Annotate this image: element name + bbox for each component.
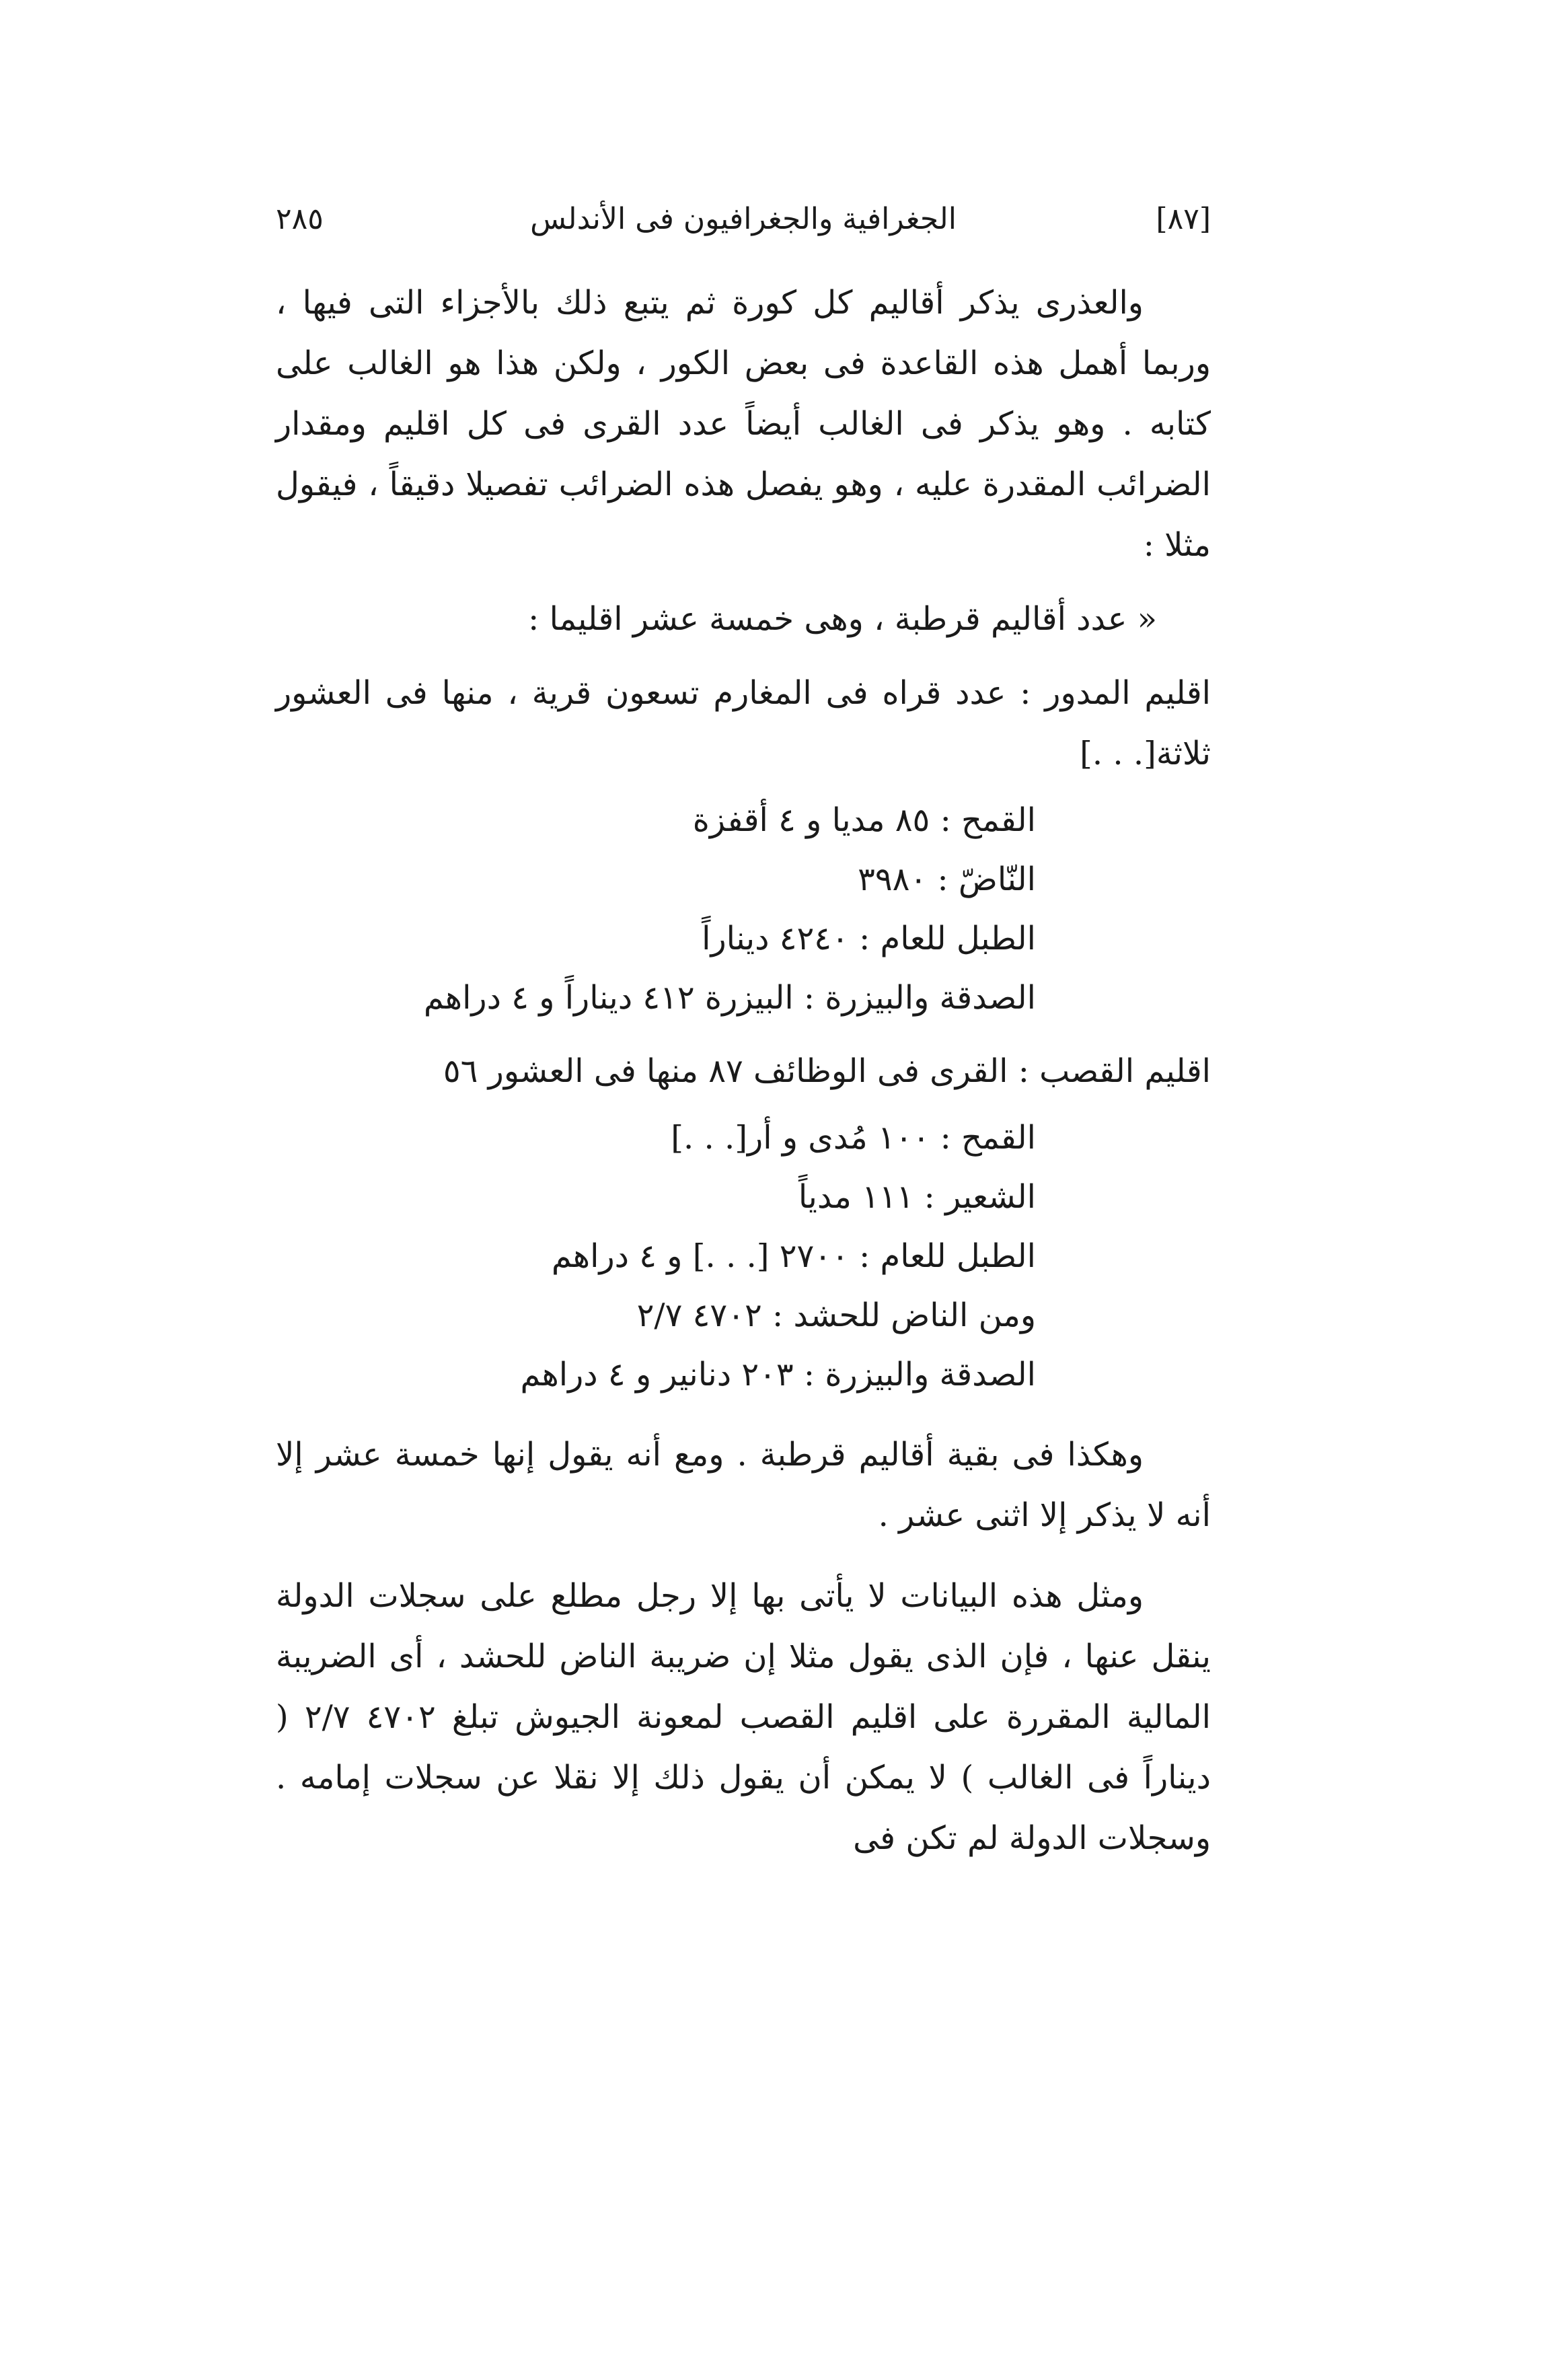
tax-entry: القمح : ٨٥ مديا و ٤ أقفزة (692, 801, 1036, 839)
tax-entry: الطبل للعام : ٢٧٠٠ [. . .] و ٤ دراهم (551, 1237, 1036, 1275)
text-line: يذكر فى الغالب أيضاً عدد القرى فى كل اقليم ومقدار الضرائب المقدرة عليه ، (276, 405, 1211, 503)
bracket-number: [٨٧] (1156, 202, 1211, 236)
text-line: ومثل هذه البيانات لا يأتى بها إلا رجل مطلع على سجلات الدولة ينقل (276, 1577, 1211, 1675)
tax-entry: الصدقة والبيزرة : البيزرة ٤١٢ ديناراً و ٤ دراهم (423, 979, 1036, 1017)
tax-entry: ومن الناض للحشد : ٤٧٠٢ ٢/٧ (636, 1297, 1036, 1334)
text-line: يذكر إلا اثنى عشر . (878, 1496, 1137, 1534)
text-line: وهكذا فى بقية أقاليم قرطبة . ومع أنه يقول إنها خمسة عشر إلا أنه لا (276, 1436, 1211, 1534)
paragraph-2 (276, 1424, 1211, 1546)
text-line: عنها ، فإن الذى يقول مثلا إن ضريبة الناض للحشد ، أى الضريبة المالية (276, 1638, 1211, 1736)
page-number: ٢٨٥ (276, 202, 324, 236)
page-header (276, 202, 1211, 249)
region-heading-2: اقليم القصب : القرى فى الوظائف ٨٧ منها فى العشور ٥٦ (443, 1052, 1211, 1090)
text-line: والعذرى يذكر أقاليم كل كورة ثم يتبع ذلك بالأجزاء التى فيها ، وربما (276, 284, 1211, 382)
text-line: يمكن أن يقول ذلك إلا نقلا عن سجلات إمامه . وسجلات الدولة لم تكن فى (276, 1759, 1211, 1857)
text-line: المقررة على اقليم القصب لمعونة الجيوش تبلغ ٤٧٠٢ ٢/٧ ( ديناراً فى الغالب ) لا (276, 1698, 1211, 1796)
running-title: الجغرافية والجغرافيون فى الأندلس (530, 202, 957, 236)
tax-entry: النّاضّ : ٣٩٨٠ (858, 861, 1036, 898)
tax-entry: الصدقة والبيزرة : ٢٠٣ دنانير و ٤ دراهم (520, 1356, 1036, 1393)
quote-opening: « عدد أقاليم قرطبة ، وهى خمسة عشر اقليما : (528, 600, 1157, 638)
paragraph-3 (276, 1566, 1211, 1868)
tax-entry: الشعير : ١١١ مدياً (798, 1178, 1036, 1216)
text-line: أهمل هذه القاعدة فى بعض الكور ، ولكن هذا هو الغالب على كتابه . وهو (276, 344, 1211, 443)
region-heading-1: اقليم المدور : عدد قراه فى المغارم تسعون قرية ، منها فى العشور ثلاثة[. . .] (276, 674, 1211, 772)
page-body (276, 273, 1211, 1868)
text-line: وهو يفصل هذه الضرائب تفصيلا دقيقاً ، فيقول مثلا : (276, 466, 1211, 564)
region-2-entries (276, 1108, 1211, 1404)
paragraph-1 (276, 273, 1211, 575)
tax-entry: القمح : ١٠٠ مُدى و أر[. . .] (671, 1119, 1036, 1157)
tax-entry: الطبل للعام : ٤٢٤٠ ديناراً (702, 920, 1036, 957)
region-1-entries (276, 791, 1211, 1027)
